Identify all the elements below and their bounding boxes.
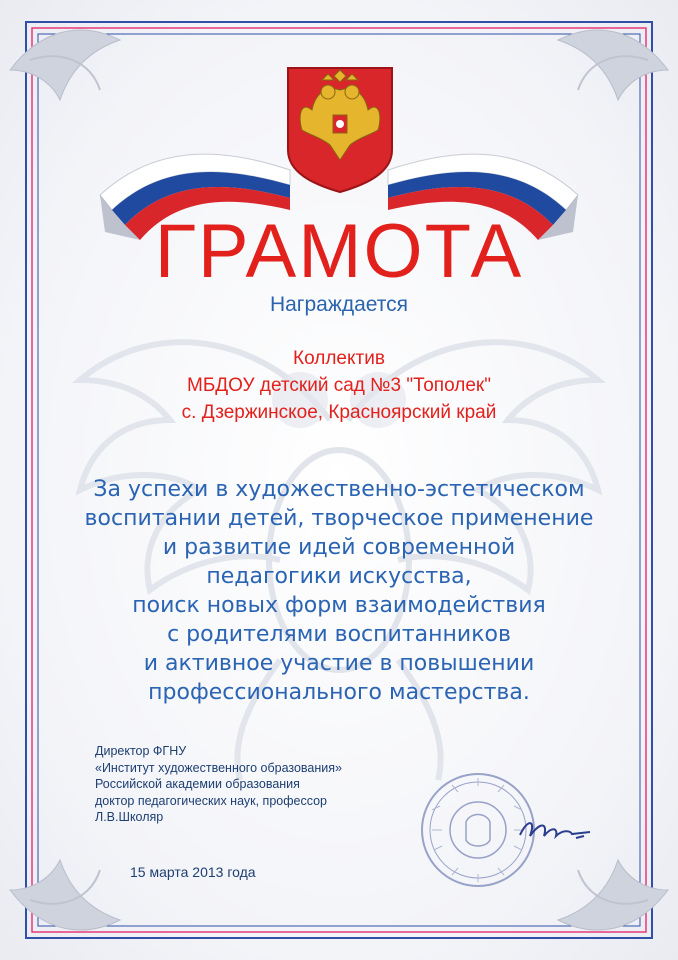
recipient-line: с. Дзержинское, Красноярский край — [181, 402, 497, 423]
recipient-line: Коллектив — [293, 348, 385, 369]
reason-line: За успехи в художественно-эстетическом — [93, 477, 585, 502]
certificate-title: ГРАМОТА — [154, 209, 524, 294]
reason-line: поиск новых форм взаимодействия — [132, 593, 546, 618]
signer-line: доктор педагогических наук, профессор — [95, 793, 328, 808]
award-subtitle: Награждается — [269, 293, 409, 316]
recipient-line: МБДОУ детский сад №3 "Тополек" — [187, 375, 491, 396]
signer-line: Директор ФГНУ — [95, 744, 187, 758]
reason-line: педагогики искусства, — [206, 564, 472, 589]
signer-line: Российской академии образования — [95, 777, 300, 791]
handwritten-signature — [520, 823, 590, 838]
reason-line: профессионального мастерства. — [148, 680, 530, 705]
award-date: 15 марта 2013 года — [130, 864, 256, 880]
reason-line: воспитании детей, творческое применение — [84, 506, 594, 531]
reason-line: и активное участие в повышении — [143, 651, 535, 676]
reason-line: и развитие идей современной — [162, 535, 516, 560]
signer-name: Л.В.Школяр — [95, 810, 164, 824]
reason-line: с родителями воспитанников — [167, 622, 511, 647]
signer-line: «Институт художественного образования» — [95, 760, 342, 775]
